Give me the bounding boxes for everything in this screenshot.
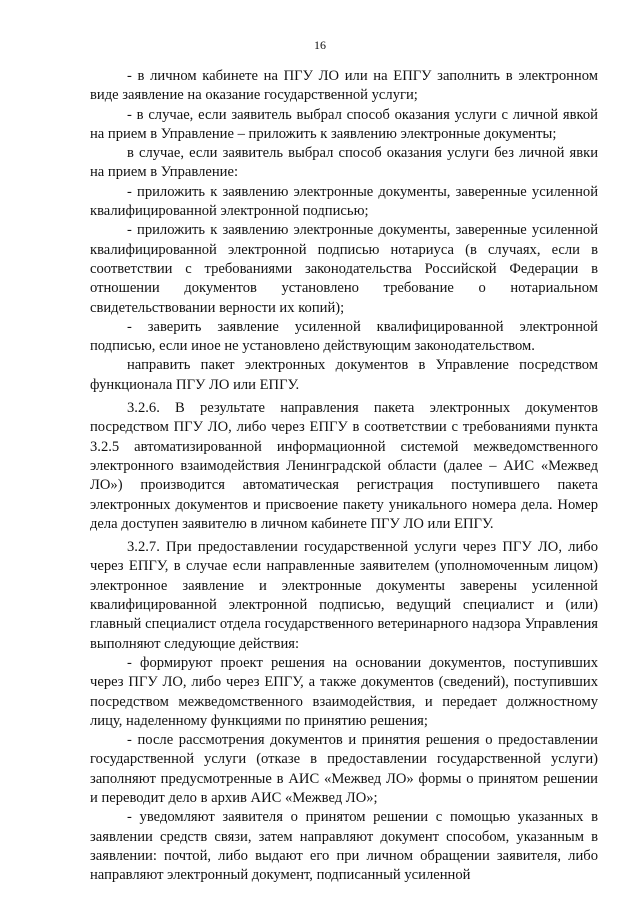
paragraph: - в случае, если заявитель выбрал способ оказания услуги с личной явкой на прием в Управление – приложить к заявлению электронные документы; [90, 106, 598, 142]
paragraph: 3.2.7. При предоставлении государственной услуги через ПГУ ЛО, либо через ЕПГУ, в случае если направленные заявителем (уполномоченным лицом) электронное заявление и электронные документы заверены усиленной квалифицированной электронной подписью, ведущий специалист и (или) главный специалист отдела государственного ветеринарного надзора Управления выполняют следующие действия: [90, 539, 598, 652]
paragraph: - заверить заявление усиленной квалифицированной электронной подписью, если иное не установлено действующим законодательством. [90, 318, 598, 355]
paragraph: 3.2.6. В результате направления пакета электронных документов посредством ПГУ ЛО, либо через ЕПГУ в соответствии с требованиями пункта 3.2.5 автоматизированной информационной системой межведомственного электронного взаимодействия Ленинградской области (далее – АИС «Межвед ЛО») производится автоматическая регистрация поступившего пакета электронных документов и присвоение пакету уникального номера дела. Номер дела доступен заявителю в личном кабинете ПГУ ЛО или ЕПГУ. [90, 400, 598, 532]
paragraph: в случае, если заявитель выбрал способ оказания услуги без личной явки на прием в Управление: [90, 145, 598, 181]
paragraph: направить пакет электронных документов в Управление посредством функционала ПГУ ЛО или ЕПГУ. [90, 357, 598, 393]
document-body [90, 67, 598, 885]
paragraph: - приложить к заявлению электронные документы, заверенные усиленной квалифицированной электронной подписью нотариуса (в случаях, если в соответствии с требованиями законодательства Российской Федерации в отношении документов установлено требование о нотариальном свидетельствовании верности их копий); [90, 222, 598, 316]
page-number: 16 [314, 38, 326, 52]
paragraph: - уведомляют заявителя о принятом решении с помощью указанных в заявлении средств связи, затем направляют документ способом, указанным в заявлении: почтой, либо выдают его при личном обращении заявителя, либо направляют электронный документ, подписанный усиленной [90, 809, 598, 884]
paragraph: - приложить к заявлению электронные документы, заверенные усиленной квалифицированной электронной подписью; [90, 183, 598, 220]
paragraph: - в личном кабинете на ПГУ ЛО или на ЕПГУ заполнить в электронном виде заявление на оказание государственной услуги; [90, 68, 598, 104]
paragraph: - формируют проект решения на основании документов, поступивших через ПГУ ЛО, либо через ЕПГУ, а также документов (сведений), поступивших посредством межведомственного взаимодействия, и передает должностному лицу, наделенному функциями по принятию решения; [90, 654, 598, 729]
paragraph: - после рассмотрения документов и принятия решения о предоставлении государственной услуги (отказе в предоставлении государственной услуги) заполняют предусмотренные в АИС «Межвед ЛО» формы о принятом решении и переводит дело в архив АИС «Межвед ЛО»; [90, 732, 598, 806]
